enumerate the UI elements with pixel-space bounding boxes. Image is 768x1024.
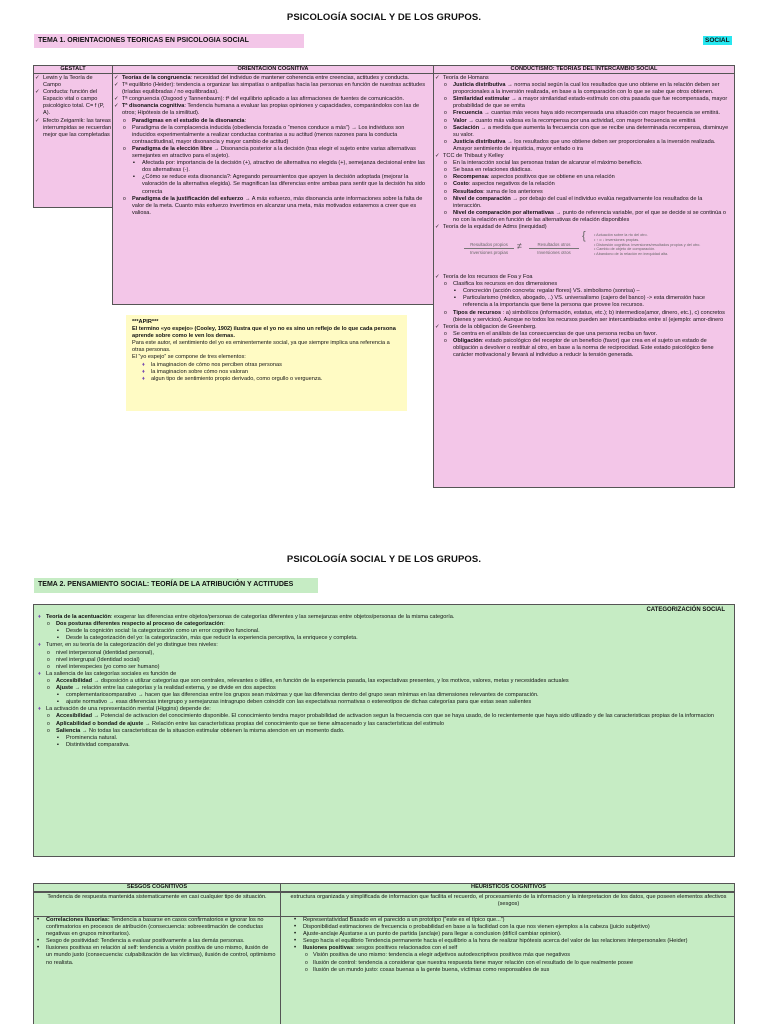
conductismo-item: o Tipos de recursos : a) simbólicos (información, estatus, etc.); b) intermedios(amor, dinero, etc.), c) concretos (bienes y servicios). Aunque no todos los recursos pueden ser intercambiados entre sí (ejemplo: amor-dinero [434,310,730,324]
conductismo-item: ✓ Teoría de la obligacion de Greenberg. [434,324,730,331]
categorizacion-item: ▪ complementariosomparativo → hacen que las diferencias entre los grupos sean máximas y que las diferencias dentro del grupo sean mínimas en las dimensiones relevantes de comparación. [37,692,731,699]
conductismo-item: o Recompensa: aspectos positivos que se obtiene en una relación [434,174,730,181]
sesgo-item [34,945,276,966]
conductismo-item: ✓ Teoría de los recursos de Foa y Foa [434,274,730,281]
equity-right-bottom: Inversiones otros [537,250,571,256]
sesgo-item [34,938,276,945]
categorizacion-item: ▪ Desde la categorización del yo: la categorización, más que reducir la experiencia perceptiva, la enriquece y completa. [37,635,731,642]
equity-note: • ↑ o ↓ inversiones propias. [594,237,640,242]
conductismo-item: o Frecuencia → cuantas más veces haya sido recompensada una situación con mayor frecuencia se emitirá. [434,110,730,117]
conductismo-item: o Saciación → a medida que aumenta la frecuencia con que se recibe una determinada recompensa, disminuye su valor. [434,125,730,139]
categorizacion-item: ▪ ajuste normativo → esas diferencias intergrupo y semejanzas intragrupo deben coincidir con las expectativas normativas o estereotipos de dichas categorías para que estas sean salientes [37,699,731,706]
categorizacion-item: ▪ Desde la cognición social: la categorización como un error cognitivo funcional. [37,628,731,635]
sesgo-text: Ilusiones positivas en relación al self: tendencia a visión positiva de uno mismo, ilusión de un mundo justo (consecuencia: culpabilización de las víctimas), ilusión de control, optimismo no realista. [46,945,276,966]
equity-note: • Actuación sobre la rto del otro. [594,233,648,238]
sesgo-text: Sesgo de positividad: Tendencia a evaluar positivamente a las demás personas. [46,938,245,945]
cognitiva-item: ✓ Tª disonancia cognitiva: Tendencia humana a evaluar las propias opiniones y capacidades, comparándolos con las de otros; Hipótesis de la similitud). [113,103,429,117]
heuristico-item: o Ilusión de un mundo justo: cosas buenas a la gente buena, víctimas como responsables de sus [291,967,732,974]
conductismo-item: o Costo: aspectos negativos de la relación [434,181,730,188]
heuristico-item: • Disponibilidad estimaciones de frecuencia o probabilidad en base a la facilidad con la que nos vienen ejemplos a la cabeza (juicio subjetivo) [291,924,732,931]
gestalt-list [34,74,112,139]
equity-note: • Distorsión cognitiva: inversiones/resultados propios y del otro. [594,242,701,247]
gestalt-header: GESTALT [34,66,112,74]
page1-title: PSICOLOGÍA SOCIAL Y DE LOS GRUPOS. [286,12,482,23]
cognitiva-item: ▪ Afectada por: importancia de la decisión (+), atractivo de alternativa no elegida (+), semejanza decisional entre las dos alternativas (-). [113,160,429,174]
apir-item: ♦ algun tipo de sentimiento propio derivado, como orgullo o verguenza. [132,376,401,383]
conductismo-item: o Obligación: estado psicológico del receptor de un beneficio (favor) que crea en el sujeto un estado de obligación a devolver o restituir al otro, en base a la norma de reciprocidad. Este estado psicológico tiene carácter motivacional y llevará al individuo a reducir la tensión generada. [434,338,730,359]
conductismo-item: o En la interacción social las personas tratan de alcanzar el máximo beneficio. [434,160,730,167]
categorizacion-item: ♦ Turner, en su teoría de la categorización del yo distingue tres niveles: [37,642,731,649]
heuristicos-header: HEURISTICOS COGNITIVOS [281,884,735,892]
page2-title: PSICOLOGÍA SOCIAL Y DE LOS GRUPOS. [286,554,482,565]
sesgo-item: • Correlaciones ilusorias: Tendencia a basarse en casos confirmatorios e ignorar los no confirmatorios en procesos de atribución (consecuencia: sobreestimación de conductas negativas en grupos minoritarios). [34,917,276,938]
cognitiva-item: ✓ Teorías de la congruencia: necesidad del individuo de mantener coherencia entre creencias, actitudes y conducta. [113,75,429,82]
conductismo-column [433,65,735,488]
conductismo-header: CONDUCTISMO: TEORÍAS DEL INTERCAMBIO SOCIAL [434,66,734,74]
heuristicos-desc: estructura organizada y simplificada de informacion que facilita el recuerdo, el procesamiento de la informacion y la interpretacion de los datos, que poseen elementos afectivos (sesgos) [290,894,727,908]
equity-left-top: Resultados propios [464,241,514,249]
apir-title: ***APIR*** [132,319,159,325]
apir-line: El termino «yo espejo» (Cooley, 1902) ilustra que el yo no es sino un reflejo de lo que cada persona aprende sobre como le ven los demas. [132,326,396,340]
categorizacion-item: o nivel intergrupal (Identidad social) [37,657,731,664]
conductismo-item: o Nivel de comparación por alternativas → punto de referencia variable, por el que se decide si se continúa o no con la relación en función de las alternativas de relación disponibles [434,210,730,224]
cognitiva-item: ✓ Tª equilibrio (Heider): tendencia a organizar las simpatías o antipatías hacia las personas en función de nuestras actitudes (tríadas equilibradas / no equilibradas). [113,82,429,96]
sesgo-text: Tendencia a basarse en casos confirmatorios e ignorar los no confirmatorios en procesos de atribución (consecuencia: sobreestimación de conductas negativas en grupos minoritarios). [46,917,264,938]
categorizacion-item: o Ajuste → relación entre las categorías y la realidad externa, y se divide en dos aspectos [37,685,731,692]
equity-note: • Abandono de la relación en inequidad alta. [594,252,669,257]
apir-line: El “yo espejo” se compone de tres elementos: [132,354,246,361]
cognitiva-item: ▪ ¿Cómo se reduce esta disonancia?: Agregando pensamientos que apoyen la decisión adoptada (mejorar la valoración de la alternativa elegida). Se magnifican las diferencias entre ambas para sentir que la decisión ha sido correcta [113,174,429,195]
conductismo-item: ▪ Particularismo (médico, abogado, ..) VS. universalismo (cajero del banco) -> esta dimensión hace referencia a la importancia que tiene la persona que provee los recursos. [434,295,730,309]
cognitiva-header: ORIENTACIÓN COGNITIVA [113,66,433,74]
apir-item: ♦ la imaginacion sobre cómo nos valoran [132,369,401,376]
categorizacion-item: o Saliencia → No todas las caracteristicas de la situacion estimular obtienen la misma atencion en un momento dado. [37,728,731,735]
categorizacion-header: CATEGORIZACIÓN SOCIAL [646,607,725,613]
gestalt-item: ✓ Lewin y la Teoría de Campo [34,75,112,89]
categorizacion-item: o Accesibilidad → Potencial de activacion del conocimiento disponible. El conocimiento tendra mayor probabilidad de activacion segun la frecuencia con que se haya usado, de lo recientemente que haya sido utilizado y de las caracteristicas propias de la informacion [37,713,731,720]
conductismo-item: ▪ Concreción (acción concreta: regalar flores) VS. simbolismo (sonrisa) – [434,288,730,295]
apir-note [126,315,407,411]
categorizacion-item: o Dos posturas diferentes respecto al proceso de categorización: [37,621,731,628]
gestalt-column [33,65,113,208]
heuristico-item: • Ilusiones positivas: sesgos positivos relacionados con el self [291,945,732,952]
equity-formula: Resultados propios Inversiones propias ≠ Resultados otros Inversiones otros { • Actuación sobre la rto del otro. • ↑ o ↓ inversiones propias. • Distorsión cognitiva: inversiones/resultados propios y del otro. • Cambio de objeto de comparación. • Abandono de la relación en inequidad alta. [434,233,734,273]
gestalt-item: ✓ Efecto Zeigarnik: las tareas interrumpidas se recuerdan mejor que las completadas [34,118,112,139]
cognitiva-item: o Paradigma de la complacencia inducida (obediencia forzada o “menos conduce a más”) → Los individuos son inducidos experimentalmente a realizar conductas contrarias a su actitud (menos razones para la conducta contraactitudinal, mayor disonancia y mayor cambio de actitud) [113,125,429,146]
categorizacion-item: o nivel interpersonal (identidad personal), [37,650,731,657]
conductismo-list-2 [434,273,734,359]
conductismo-item: ✓ TCC de Thibaut y Kelley [434,153,730,160]
page1-subtitle: TEMA 1. ORIENTACIONES TEORICAS EN PSICOLOGIA SOCIAL [34,34,304,48]
conductismo-item: o Resultados: suma de los anteriores [434,189,730,196]
categorizacion-list [37,614,731,749]
categorizacion-item: o Accesibilidad → disposición a utilizar categorías que son centrales, relevantes o útiles, en función de la experiencia pasada, las expectativas presentes, y los motivos, valores, metas y necesidades actuales [37,678,731,685]
apir-line: Para este autor, el sentimiento del yo es eminentemente social, ya que siempre implica una referencia a otras personas. [132,340,390,354]
categorizacion-item: o Aplicabilidad o bondad de ajuste → Relación entre las características propias del conocimiento que se tiene almacenado y las características del estimulo [37,721,731,728]
cognitiva-list [113,74,433,217]
cognitiva-item: ✓ Tª congruencia (Osgood y Tannenbaum): tª del equilibrio aplicado a las afirmaciones de fuentes de comunicación. [113,96,429,103]
cognitiva-column [112,65,434,305]
conductismo-item: o Valor → cuanto más valiosa es la recompensa por una actividad, con mayor frecuencia se emitirá [434,118,730,125]
conductismo-item: o Justicia distributiva → norma social según la cual los resultados que uno obtiene en la relación deben ser proporcionales a la inversión realizada, en base a la comparación con lo que se sabe que otros obtienen. [434,82,730,96]
sesgos-heuristicos-table [33,883,735,1024]
equity-note: • Cambio de objeto de comparación. [594,247,656,252]
heuristico-item: • Sesgo hacia el equilibrio Tendencia permanente hacia el equilibrio a la hora de realizar hipótesis acerca del valor de las relaciones interpersonales (Heider) [291,938,732,945]
categorizacion-item: ♦ Teoría de la acentuación: exagerar las diferencias entre objetos/personas de categorías diferentes y las semejanzas entre objetos/personas de la misma categoría. [37,614,731,621]
heuristico-item: • Representatividad Basado en el parecido a un prototipo (“este es el típico que...”) [291,917,732,924]
conductismo-item: ✓ Teoría de la equidad de Adms (inequidad) [434,224,730,231]
gestalt-item: ✓ Conducta: función del Espacio vital o campo psicológico total. C= f (P, A). [34,89,112,117]
categorizacion-item: ▪ Distintividad comparativa. [37,742,731,749]
conductismo-item: o Se centra en el análisis de las consecuencias de que una persona reciba un favor. [434,331,730,338]
cognitiva-item: o Paradigma de la justificación del esfuerzo → A más esfuerzo, más disonancia ante informaciones sobre la falta de valor de la meta. Cuanto más esfuerzo invertimos en alcanzar una meta, más motivados estaremos a creer que es valiosa. [113,196,429,217]
heuristico-item: o Visión positiva de uno mismo: tendencia a elegir adjetivos autodescriptivos positivos más que negativos [291,952,732,959]
sesgos-desc: Tendencia de respuesta mantenida sistematicamente en casi cualquier tipo de situación. [47,894,267,900]
conductismo-item: o Similaridad estimular → a mayor similaridad estado-estímulo con otra pasada que fue recompensada, mayor probabilidad de que se emita [434,96,730,110]
cognitiva-item: o Paradigmas en el estudio de la disonancia: [113,118,429,125]
apir-item: ♦ la imaginacion de cómo nos perciben otras personas [132,362,401,369]
social-tag: SOCIAL [705,37,730,44]
cognitiva-item: o Paradigma de la elección libre → Disonancia posterior a la decisión (tras elegir el sujeto entre varias alternativas semejantes en atractivo para el sujeto). [113,146,429,160]
conductismo-item: o Clasifica los recursos en dos dimensiones [434,281,730,288]
conductismo-list [434,74,734,231]
heuristico-item: • Ajuste-anclaje Ajustarse a un punto de partida (anclaje) para llegar a conclusion (difícil cambiar opinion). [291,931,732,938]
conductismo-item: ✓ Teoría de Homans [434,75,730,82]
conductismo-item: o Se basa en relaciones diádicas. [434,167,730,174]
categorizacion-item: ♦ La saliencia de las categorías sociales es función de [37,671,731,678]
equity-right-top: Resultados otros [529,241,579,249]
page2-subtitle: TEMA 2. PENSAMIENTO SOCIAL: TEORÍA DE LA ATRIBUCIÓN Y ACTITUDES [34,578,318,593]
equity-left-bottom: Inversiones propias [469,250,509,256]
conductismo-item: o Nivel de comparación → por debajo del cual el individuo evalúa negativamente los resultados de la interacción. [434,196,730,210]
heuristico-item: o Ilusión de control: tendencia a considerar que nuestra respuesta tiene mayor relación con el resultado de lo que realmente posee [291,960,732,967]
categorizacion-item: ▪ Prominencia natural. [37,735,731,742]
categorizacion-item: ♦ La activación de una representación mental (Higgins) depende de: [37,706,731,713]
categorizacion-item: o nivel interespecies (yo como ser humano) [37,664,731,671]
categorizacion-box [33,604,735,857]
sesgos-header: SESGOS COGNITIVOS [34,884,280,892]
conductismo-item: o Justicia distributiva → los resultados que uno obtiene deben ser proporcionales a la inversión realizada. Amayor sentimiento de injusticia, mayor enfado o ira [434,139,730,153]
